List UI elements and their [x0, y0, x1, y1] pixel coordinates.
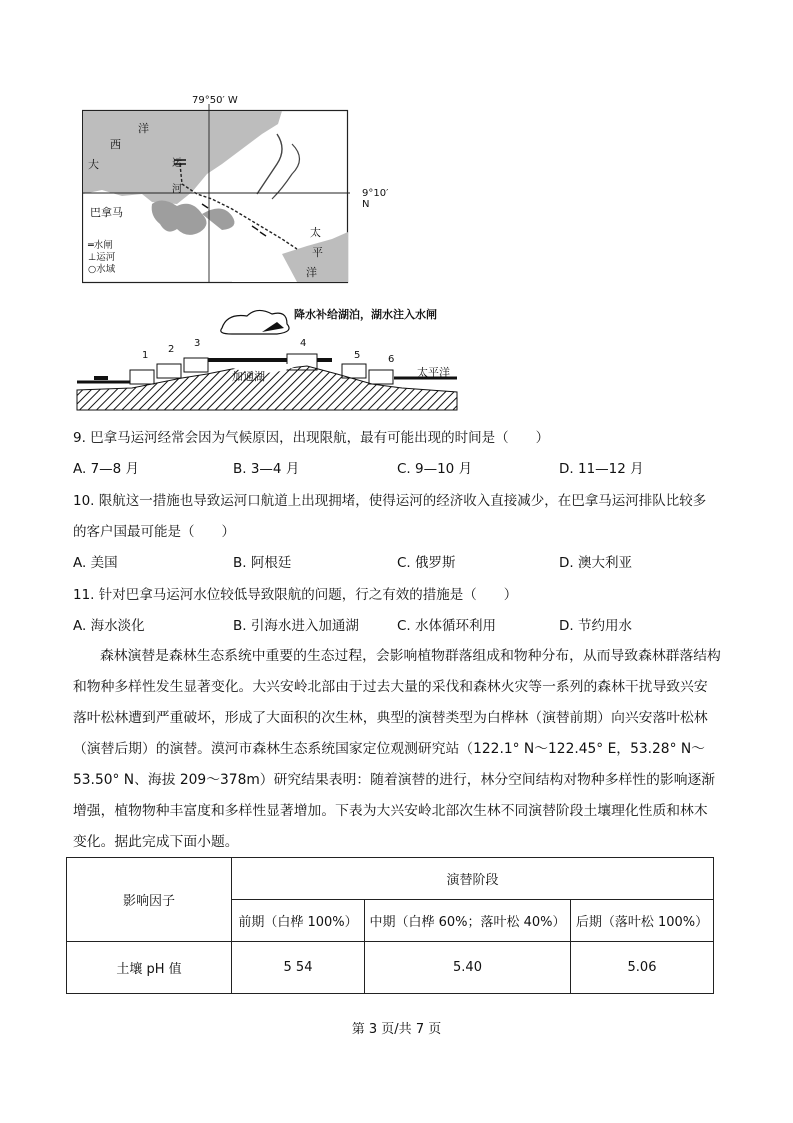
- lock-3: [184, 358, 208, 372]
- lock-number-1: 1: [142, 350, 149, 361]
- lock-number-2: 2: [168, 344, 175, 355]
- lock-number-5: 5: [354, 350, 361, 361]
- reading-passage: 森林演替是森林生态系统中重要的生态过程，会影响植物群落组成和物种分布，从而导致森林群落结构和物种多样性发生显著变化。大兴安岭北部由于过去大量的采伐和森林火灾等一系列的森林干扰导致兴安落叶松林遭到严重破坏，形成了大面积的次生林，典型的演替类型为白桦林（演替前期）向兴安落叶松林（演替后期）的演替。漠河市森林生态系统国家定位观测研究站（122.1° N～122.45° E，53.28° N～53.50° N、海拔 209～378m）研究结果表明：随着演替的进行，林分空间结构对物种多样性的影响逐渐增强，植物物种丰富度和多样性显著增加。下表为大兴安岭北部次生林不同演替阶段土壤理化性质和林木变化。据此完成下面小题。: [73, 648, 721, 850]
- cloud-caption: 降水补给湖泊，湖水注入水闸: [294, 308, 437, 321]
- lock-1: [130, 370, 154, 384]
- latitude-label: 9°10′ N: [362, 188, 389, 210]
- lock-2: [157, 364, 181, 378]
- option-b[interactable]: B. 阿根廷: [233, 555, 292, 571]
- lake-label: 加通湖: [232, 370, 265, 383]
- table-header-stage-middle: 中期（白桦 60%；落叶松 40%）: [365, 900, 571, 942]
- question-9-options: [73, 459, 721, 481]
- option-b[interactable]: B. 3—4 月: [233, 461, 300, 477]
- option-d[interactable]: D. 澳大利亚: [559, 555, 632, 571]
- table-cell-early: 5 54: [232, 942, 365, 994]
- table-cell-late: 5.06: [571, 942, 714, 994]
- page-footer: 第 3 页/共 7 页: [351, 1022, 442, 1037]
- map-label-atlantic-3: 洋: [138, 122, 149, 135]
- map-label-canal-1: 运: [172, 158, 182, 169]
- question-10-options: [73, 553, 721, 575]
- longitude-label: 79°50′ W: [192, 95, 238, 106]
- option-a[interactable]: A. 美国: [73, 555, 118, 571]
- option-a[interactable]: A. 7—8 月: [73, 461, 140, 477]
- ship-icon: [94, 376, 108, 380]
- option-a[interactable]: A. 海水淡化: [73, 618, 145, 634]
- question-11-options: [73, 616, 721, 638]
- lock-5: [342, 364, 366, 378]
- table-header-stage-late: 后期（落叶松 100%）: [571, 900, 714, 942]
- table-row: [67, 942, 714, 994]
- option-c[interactable]: C. 水体循环利用: [397, 618, 497, 634]
- cloud-icon: [221, 310, 289, 334]
- lock-number-4: 4: [300, 338, 307, 349]
- map-label-atlantic-1: 大: [88, 158, 99, 171]
- question-11-stem: 11. 针对巴拿马运河水位较低导致限航的问题，行之有效的措施是（ ）: [73, 587, 518, 603]
- table-header-factor: 影响因子: [67, 858, 232, 942]
- legend-item-canal: ⊥运河: [88, 252, 116, 263]
- option-d[interactable]: D. 11—12 月: [559, 461, 644, 477]
- lock-number-3: 3: [194, 338, 201, 349]
- lock-icon: ═: [88, 240, 94, 251]
- legend-item-lock: ═水闸: [88, 240, 113, 251]
- map-label-panama: 巴拿马: [90, 206, 123, 219]
- option-b[interactable]: B. 引海水进入加通湖: [233, 618, 359, 634]
- question-9-stem: 9. 巴拿马运河经常会因为气候原因，出现限航，最有可能出现的时间是（ ）: [73, 430, 550, 446]
- table-cell-factor: 土壤 pH 值: [67, 942, 232, 994]
- panama-canal-map: [82, 95, 389, 284]
- table-header-stage: 演替阶段: [232, 858, 714, 900]
- option-c[interactable]: C. 9—10 月: [397, 461, 473, 477]
- table-cell-middle: 5.40: [365, 942, 571, 994]
- map-label-pacific-1: 太: [310, 226, 321, 239]
- option-d[interactable]: D. 节约用水: [559, 618, 632, 634]
- map-label-canal-2: 河: [172, 184, 182, 195]
- canal-icon: ⊥: [88, 252, 97, 263]
- map-label-pacific-2: 平: [312, 246, 323, 259]
- map-label-pacific-3: 洋: [306, 266, 317, 279]
- ocean-label: 太平洋: [417, 366, 450, 379]
- map-legend: [88, 240, 115, 276]
- water-icon: ○: [88, 264, 97, 275]
- succession-table: [66, 857, 714, 994]
- option-c[interactable]: C. 俄罗斯: [397, 555, 456, 571]
- legend-item-water: ○水域: [88, 264, 116, 275]
- map-figure: [82, 104, 350, 284]
- map-label-atlantic-2: 西: [110, 138, 121, 151]
- lock-6: [369, 370, 393, 384]
- canal-cross-section: [72, 298, 462, 418]
- lock-number-6: 6: [388, 354, 395, 365]
- question-10-stem-line1: 10. 限航这一措施也导致运河口航道上出现拥堵，使得运河的经济收入直接减少，在巴拿马运河排队比较多: [73, 493, 707, 509]
- question-10-stem-line2: 的客户国最可能是（ ）: [73, 524, 235, 540]
- table-header-stage-early: 前期（白桦 100%）: [232, 900, 365, 942]
